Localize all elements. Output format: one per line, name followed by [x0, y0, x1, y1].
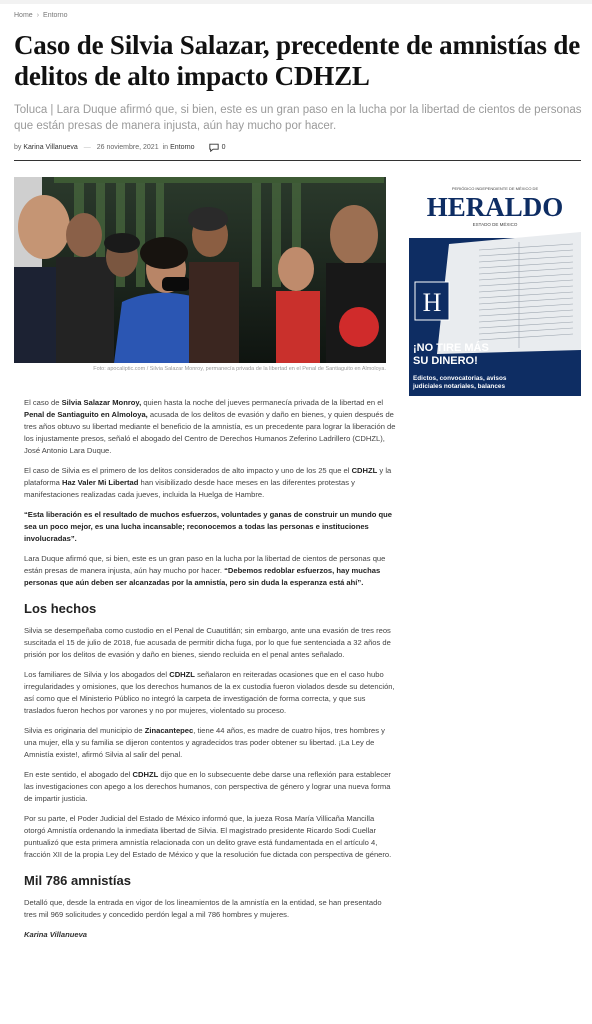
ad-brand: HERALDO	[426, 192, 564, 222]
paragraph-4: Lara Duque afirmó que, si bien, este es un gran paso en la lucha por la libertad de cientos de personas que están presas de manera injusta, aún hay mucho por hacer. “Debemos redoblar esfuerzos, hay muchas personas que aún deben ser alcanzadas por la amnistía, pero sin duda la esperanza está ahí”.	[24, 554, 386, 587]
section-heading-amnistias: Mil 786 amnistías	[24, 873, 131, 888]
paragraph-8: En este sentido, el abogado del CDHZL dijo que en lo subsecuente debe darse una reflexión para establecer las investigaciones con apego a los derechos humanos, con perspectiva de género y lograr una nueva forma de impartir justicia.	[24, 770, 391, 803]
paragraph-9: Por su parte, el Poder Judicial del Estado de México informó que, la jueza Rosa María Villicaña Mancilla otorgó Amnistía ordenando la inmediata libertad de Silvia. El magistrado presidente Ricardo Sodi Cuellar puntualizó que esta primera amnistía relacionada con un delito grave está fundamentada en el artículo 4, fracción XII de la propia Ley del Estado de México y que la resolución fue dictada con perspectiva de género.	[24, 814, 392, 859]
paragraph-1: El caso de Silvia Salazar Monroy, quien hasta la noche del jueves permanecía privada de la libertad en el Penal de Santiaguito en Almoloya, acusada de los delitos de evasión y daño en bienes, y quien después de tres años obtuvo su libertad mediante el beneficio de la amnistía, es un precedente para lograr la liberación de los injustamente presos, señaló el abogado del Centro de Derechos Humanos Zeferino Ladrillero (CDHZL), José Antonio Lara Duque.	[24, 398, 396, 455]
author-signature: Karina Villanueva	[24, 930, 88, 939]
meta-by-label: by	[14, 144, 22, 151]
comment-count: 0	[221, 144, 226, 151]
category-link[interactable]: Entorno	[170, 144, 195, 151]
ad-headline-2: SU DINERO!	[413, 355, 478, 367]
article-meta	[14, 143, 226, 152]
publish-date: 26 noviembre, 2021	[96, 144, 159, 151]
ad-body-1: Edictos, convocatorias, avisos	[413, 375, 507, 382]
header-divider	[14, 160, 581, 161]
photo-caption: Foto: apocaliptic.com / Silvia Salazar Monroy, permanecía privada de la libertad en el Penal de Santiaguito en Almoloya.	[93, 366, 386, 372]
meta-dash: —	[83, 144, 91, 151]
paragraph-10: Detalló que, desde la entrada en vigor de los lineamientos de la amnistía en la entidad, se han presentado tres mil 969 solicitudes y concedido perdón legal a mil 786 hombres y mujeres.	[24, 898, 382, 919]
meta-in-label: in	[162, 144, 169, 151]
ad-small-line: PERIÓDICO INDEPENDIENTE DE MÉXICO DE	[451, 186, 539, 191]
breadcrumb	[14, 12, 68, 19]
paragraph-6: Los familiares de Silvia y los abogados del CDHZL señalaron en reiteradas ocasiones que en el caso hubo irregularidades y omisiones, que los derechos humanos de la ex custodia fueron violados desde su detención, así como que el Ministerio Público no integró la carpeta de investigación de forma correcta, y que sus traslados fueron hechos por varones y no por mujeres, violentado su proceso.	[24, 670, 395, 715]
paragraph-3-quote: “Esta liberación es el resultado de muchos esfuerzos, voluntades y ganas de construir un mundo que sea un poco mejor, es una lucha incansable; reconocemos a todas las personas e instituciones involucradas”.	[24, 510, 392, 543]
section-heading-hechos: Los hechos	[24, 601, 97, 616]
comment-bubble-icon	[209, 143, 219, 152]
breadcrumb-home-link[interactable]: Home	[14, 12, 33, 19]
paragraph-2: El caso de Silvia es el primero de los delitos considerados de alto impacto y uno de los 25 que el CDHZL y la plataforma Haz Valer Mi Libertad han visibilizado desde hace meses en las diferentes protestas y manifestaciones realizadas cada jueves, incluida la Huelga de Hambre.	[24, 466, 392, 499]
ad-logo-letter: H	[422, 288, 442, 317]
paragraph-5: Silvia se desempeñaba como custodio en el Penal de Cuautitlán; sin embargo, ante una evasión de tres reos suscitada el 15 de julio de 2018, fue acusada de permitir dicha fuga, por lo que fue sentenciada a 32 años de prisión por los delitos de evasión y daño en bienes, siendo recluida en el penal antes señalado.	[24, 626, 391, 659]
paragraph-7: Silvia es originaria del municipio de Zinacantepec, tiene 44 años, es madre de cuatro hijos, tres hombres y una mujer, ella y su familia se dijeron contentos y agradecidos tras poder obtener su libertad. ¡La Ley de Amnistía existe!, afirmó Silvia al salir del penal.	[24, 726, 385, 759]
article-title: Caso de Silvia Salazar, precedente de amnistías de delitos de alto impacto CDHZL	[14, 30, 581, 91]
heraldo-ad-banner[interactable]	[409, 178, 581, 396]
breadcrumb-section-link[interactable]: Entorno	[43, 12, 68, 19]
comments-link[interactable]	[209, 143, 226, 152]
article-lead: Toluca | Lara Duque afirmó que, si bien, este es un gran paso en la lucha por la libertad de cientos de personas que están presas de manera injusta, aún hay mucho por hacer.	[14, 104, 582, 132]
article-body	[24, 397, 396, 949]
ad-headline-1: ¡NO TIRE MÁS	[413, 342, 489, 354]
breadcrumb-separator-icon: ›	[36, 12, 40, 19]
author-link[interactable]: Karina Villanueva	[23, 144, 78, 151]
featured-photo	[14, 177, 386, 363]
top-bar	[0, 0, 592, 4]
ad-body-2: judiciales notariales, balances	[413, 383, 505, 390]
ad-brand-sub: ESTADO DE MÉXICO	[472, 222, 518, 227]
